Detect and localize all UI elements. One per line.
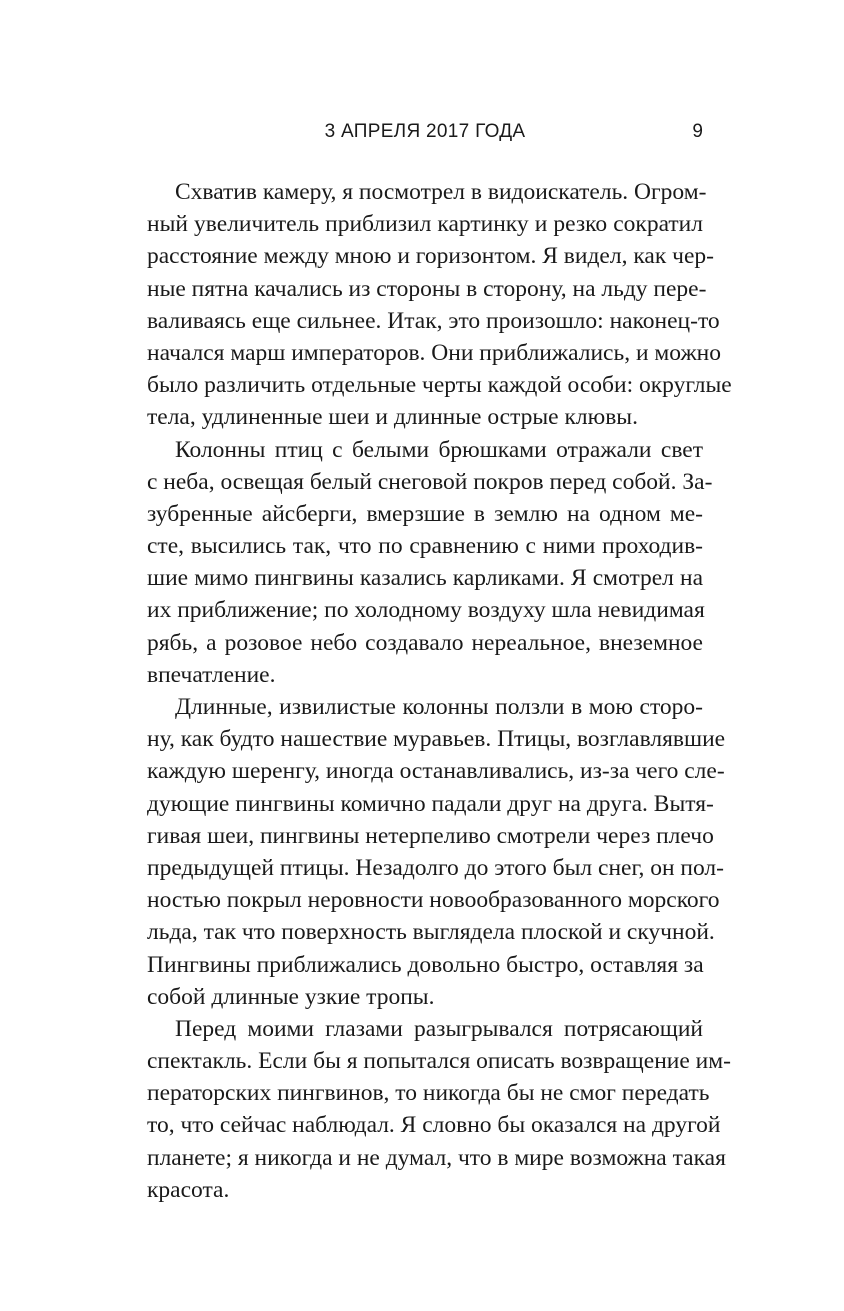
text-line: спектакль. Если бы я попытался описать возвращение им- [147,1048,731,1075]
running-header [147,118,703,146]
text-line: гивая шеи, пингвины нетерпеливо смотрели через плечо [147,822,714,849]
text-line: Пингвины приближались довольно быстро, оставляя за [147,951,704,978]
text-line: рябь, а розовое небо создавало нереальное, внеземное [147,629,703,656]
text-line: зубренные айсберги, вмерзшие в землю на одном ме- [147,500,703,527]
text-line: собой длинные узкие тропы. [147,983,435,1010]
text-line: начался марш императоров. Они приближались, и можно [147,339,722,366]
text-line: шие мимо пингвины казались карликами. Я смотрел на [147,565,703,592]
text-line: Колонны птиц с белыми брюшками отражали свет [175,436,703,463]
text-line: с неба, освещая белый снеговой покров перед собой. За- [147,468,713,495]
text-line: их приближение; по холодному воздуху шла невидимая [147,597,705,624]
text-line: дующие пингвины комично падали друг на друга. Вытя- [147,790,714,817]
text-line: предыдущей птицы. Незадолго до этого был снег, он пол- [147,854,724,881]
text-line: ные пятна качались из стороны в сторону, на льду пере- [147,275,707,302]
text-line: каждую шеренгу, иногда останавливались, из-за чего сле- [147,758,725,785]
text-line: то, что сейчас наблюдал. Я словно бы оказался на другой [147,1112,721,1139]
text-line: Схватив камеру, я посмотрел в видоискатель. Огром- [175,179,707,205]
text-line: валиваясь еще сильнее. Итак, это произошло: наконец-то [147,307,720,334]
text-line: Перед моими глазами разыгрывался потрясающий [175,1015,703,1042]
paragraph [147,1013,731,1206]
text-line: тела, удлиненные шеи и длинные острые клювы. [147,404,638,431]
text-line: ператорских пингвинов, то никогда бы не смог передать [147,1080,710,1107]
text-line: ну, как будто нашествие муравьев. Птицы, возглавлявшие [147,726,726,753]
text-line: ный увеличитель приблизил картинку и резко сократил [147,211,703,238]
text-line: льда, так что поверхность выглядела плоской и скучной. [147,919,715,946]
body-text [147,176,732,1206]
text-line: сте, высились так, что по сравнению с ними проходив- [147,533,703,560]
text-line: Длинные, извилистые колонны ползли в мою сторо- [175,694,703,720]
paragraph [147,434,713,692]
text-line: красота. [147,1176,230,1203]
text-line: расстояние между мною и горизонтом. Я видел, как чер- [147,243,714,270]
text-line: было различить отдельные черты каждой особи: округлые [147,372,732,399]
text-line: планете; я никогда и не думал, что в мире возможна такая [147,1144,726,1171]
text-line: ностью покрыл неровности новообразованного морского [147,887,720,914]
page-number: 9 [692,121,703,142]
text-line: впечатление. [147,661,276,688]
chapter-title: 3 АПРЕЛЯ 2017 ГОДА [324,121,526,142]
paragraph [147,176,732,434]
paragraph [147,691,726,1013]
